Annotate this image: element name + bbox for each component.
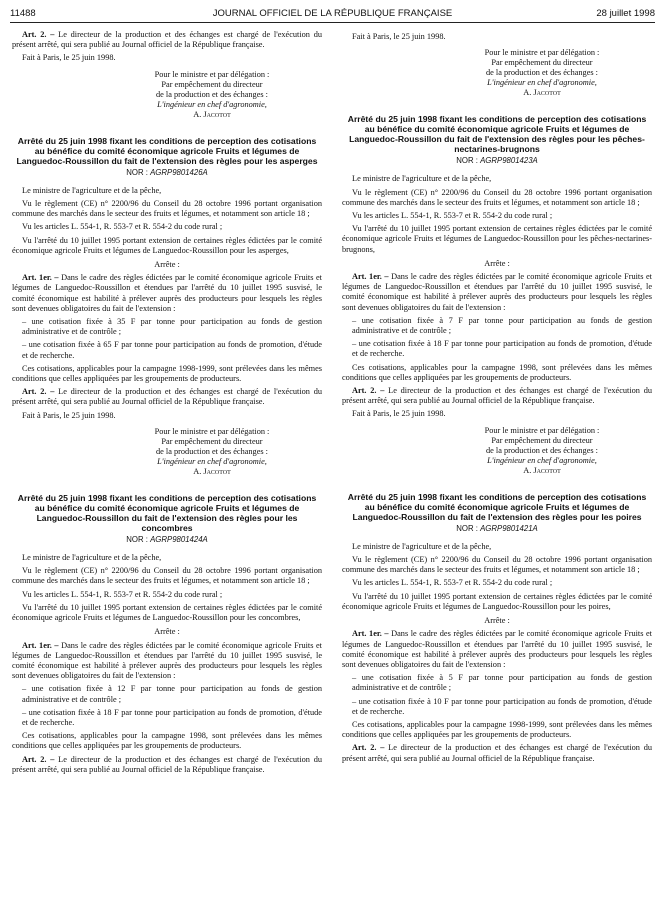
decree-title-asperges: Arrêté du 25 juin 1998 fixant les conditions de perception des cotisations au bénéfice du comité économique agricole Fruits et légumes de Languedoc-Roussillon du fait de l'extension des règles pour les asperges xyxy=(16,135,318,166)
header-rule xyxy=(10,22,655,23)
bullet-gestion: – une cotisation fixée à 5 F par tonne pour participation au fonds de gestion administrative et de contrôle ; xyxy=(352,673,652,693)
left-column xyxy=(12,30,322,778)
dateline: Fait à Paris, le 25 juin 1998. xyxy=(352,409,446,419)
decree-title-peches: Arrêté du 25 juin 1998 fixant les conditions de perception des cotisations au bénéfice du comité économique agricole Fruits et légumes de Languedoc-Roussillon du fait de l'extension des règles pour les pêches-nectarines-brugnons xyxy=(347,114,647,155)
decree-title-poires: Arrêté du 25 juin 1998 fixant les conditions de perception des cotisations au bénéfice du comité économique agricole Fruits et légumes de Languedoc-Roussillon du fait de l'extension des règles pour les poires xyxy=(347,491,647,522)
article-2: Art. 2. – Le directeur de la production et des échanges est chargé de l'exécution du présent arrêté, qui sera publié au Journal officiel de la République française. xyxy=(12,754,322,774)
whereas-arrete: Vu l'arrêté du 10 juillet 1995 portant extension de certaines règles édictées par le comité économique agricole Fruits et légumes de Languedoc-Roussillon pour les pêches-nectarines-brugnons, xyxy=(342,224,652,254)
article-2: Art. 2. – Le directeur de la production et des échanges est chargé de l'exécution du présent arrêté, qui sera publié au Journal officiel de la République française. xyxy=(342,743,652,763)
whereas-regulation: Vu le règlement (CE) n° 2200/96 du Conseil du 28 octobre 1996 portant organisation commune des marchés dans le secteur des fruits et légumes, et notamment son article 18 ; xyxy=(342,555,652,575)
page-number: 11488 xyxy=(10,8,36,19)
bullet-promotion: – une cotisation fixée à 65 F par tonne pour participation au fonds de promotion, d'étude et de recherche. xyxy=(22,340,322,360)
whereas-articles: Vu les articles L. 554-1, R. 553-7 et R. 554-2 du code rural ; xyxy=(22,222,223,232)
whereas-arrete: Vu l'arrêté du 10 juillet 1995 portant extension de certaines règles édictées par le comité économique agricole Fruits et légumes de Languedoc-Roussillon pour les poires, xyxy=(342,591,652,611)
arrete-heading: Arrête : xyxy=(484,616,510,626)
nor-reference: NOR : AGRP9801423A xyxy=(456,156,538,166)
prev-dateline: Fait à Paris, le 25 juin 1998. xyxy=(352,32,446,41)
nor-reference: NOR : AGRP9801426A xyxy=(126,167,208,177)
cotisations-para: Ces cotisations, applicables pour la campagne 1998-1999, sont prélevées dans les mêmes conditions que celles appliquées par les groupements de producteurs. xyxy=(12,363,322,384)
issue-date: 28 juillet 1998 xyxy=(596,8,655,19)
arrete-heading: Arrête : xyxy=(154,627,180,637)
article-1: Art. 1er. – Dans le cadre des règles édictées par le comité économique agricole Fruits et légumes de Languedoc-Roussillon et étendues par l'arrêté du 10 juillet 1995 susvisé, le comité économique est habilité à prélever auprès des producteurs pour lesquels les règles sont devenues obligatoires du fait de l'extension : xyxy=(12,273,322,313)
minister-line: Le ministre de l'agriculture et de la pêche, xyxy=(22,185,162,195)
whereas-articles: Vu les articles L. 554-1, R. 553-7 et R. 554-2 du code rural ; xyxy=(352,211,553,221)
arrete-heading: Arrête : xyxy=(154,260,180,270)
bullet-promotion: – une cotisation fixée à 18 F par tonne pour participation au fonds de promotion, d'étude et de recherche. xyxy=(352,339,652,359)
whereas-articles: Vu les articles L. 554-1, R. 553-7 et R. 554-2 du code rural ; xyxy=(352,578,553,588)
minister-line: Le ministre de l'agriculture et de la pêche, xyxy=(352,541,492,551)
bullet-gestion: – une cotisation fixée à 7 F par tonne pour participation au fonds de gestion administrative et de contrôle ; xyxy=(352,315,652,336)
article-1: Art. 1er. – Dans le cadre des règles édictées par le comité économique agricole Fruits et légumes de Languedoc-Roussillon et étendues par l'arrêté du 10 juillet 1995 susvisé, le comité économique est habilité à prélever auprès des producteurs pour lesquels les règles sont devenues obligatoires du fait de l'extension : xyxy=(12,640,322,681)
prev-art2: Art. 2. – Le directeur de la production et des échanges est chargé de l'exécution du présent arrêté, qui sera publié au Journal officiel de la République française. xyxy=(12,30,322,50)
signature-block: Pour le ministre et par délégation : Par empêchement du directeur de la production et des échanges : L'ingénieur en chef d'agronomie, A. Jacotot xyxy=(154,426,270,476)
dateline: Fait à Paris, le 25 juin 1998. xyxy=(22,410,116,420)
whereas-regulation: Vu le règlement (CE) n° 2200/96 du Conseil du 28 octobre 1996 portant organisation commune des marchés dans le secteur des fruits et légumes, et notamment son article 18 ; xyxy=(342,187,652,207)
whereas-regulation: Vu le règlement (CE) n° 2200/96 du Conseil du 28 octobre 1996 portant organisation commune des marchés dans le secteur des fruits et légumes, et notamment son article 18 ; xyxy=(12,199,322,219)
article-2: Art. 2. – Le directeur de la production et des échanges est chargé de l'exécution du présent arrêté, qui sera publié au Journal officiel de la République française. xyxy=(12,387,322,407)
bullet-promotion: – une cotisation fixée à 10 F par tonne pour participation au fonds de promotion, d'étude et de recherche. xyxy=(352,696,652,716)
whereas-articles: Vu les articles L. 554-1, R. 553-7 et R. 554-2 du code rural ; xyxy=(22,589,223,599)
nor-reference: NOR : AGRP9801421A xyxy=(456,523,538,533)
minister-line: Le ministre de l'agriculture et de la pêche, xyxy=(22,553,162,563)
cotisations-para: Ces cotisations, applicables pour la campagne 1998, sont prélevées dans les mêmes conditions que celles appliquées par les groupements de producteurs. xyxy=(342,362,652,382)
whereas-regulation: Vu le règlement (CE) n° 2200/96 du Conseil du 28 octobre 1996 portant organisation commune des marchés dans le secteur des fruits et légumes, et notamment son article 18 ; xyxy=(12,566,322,586)
article-1: Art. 1er. – Dans le cadre des règles édictées par le comité économique agricole Fruits et légumes de Languedoc-Roussillon et étendues par l'arrêté du 10 juillet 1995 susvisé, le comité économique est habilité à prélever auprès des producteurs pour lesquels les règles sont devenues obligatoires du fait de l'extension : xyxy=(342,629,652,669)
decree-title-concombres: Arrêté du 25 juin 1998 fixant les conditions de perception des cotisations au bénéfice du comité économique agricole Fruits et légumes de Languedoc-Roussillon du fait de l'extension des règles pour les concombres xyxy=(17,492,317,533)
cotisations-para: Ces cotisations, applicables pour la campagne 1998-1999, sont prélevées dans les mêmes conditions que celles appliquées par les groupements de producteurs. xyxy=(342,719,652,740)
whereas-arrete: Vu l'arrêté du 10 juillet 1995 portant extension de certaines règles édictées par le comité économique agricole Fruits et légumes de Languedoc-Roussillon pour les asperges, xyxy=(12,235,322,255)
page-header xyxy=(10,8,655,22)
minister-line: Le ministre de l'agriculture et de la pêche, xyxy=(352,174,492,184)
bullet-promotion: – une cotisation fixée à 18 F par tonne pour participation au fonds de promotion, d'étude et de recherche. xyxy=(22,707,322,727)
prev-dateline: Fait à Paris, le 25 juin 1998. xyxy=(22,53,116,63)
bullet-gestion: – une cotisation fixée à 35 F par tonne pour participation au fonds de gestion administrative et de contrôle ; xyxy=(22,317,322,337)
bullet-gestion: – une cotisation fixée à 12 F par tonne pour participation au fonds de gestion administrative et de contrôle ; xyxy=(22,684,322,704)
journal-title: JOURNAL OFFICIEL DE LA RÉPUBLIQUE FRANÇAISE xyxy=(212,8,453,19)
article-2: Art. 2. – Le directeur de la production et des échanges est chargé de l'exécution du présent arrêté, qui sera publié au Journal officiel de la République française. xyxy=(342,386,652,406)
whereas-arrete: Vu l'arrêté du 10 juillet 1995 portant extension de certaines règles édictées par le comité économique agricole Fruits et légumes de Languedoc-Roussillon pour les concombres, xyxy=(12,602,322,623)
article-1: Art. 1er. – Dans le cadre des règles édictées par le comité économique agricole Fruits et légumes de Languedoc-Roussillon et étendues par l'arrêté du 10 juillet 1995 susvisé, le comité économique est habilité à prélever auprès des producteurs pour lesquels les règles sont devenues obligatoires du fait de l'extension : xyxy=(342,272,652,312)
signature-block: Pour le ministre et par délégation : Par empêchement du directeur de la production et des échanges : L'ingénieur en chef d'agronomie, A. Jacotot xyxy=(484,425,600,475)
cotisations-para: Ces cotisations, applicables pour la campagne 1998, sont prélevées dans les mêmes conditions que celles appliquées par les groupements de producteurs. xyxy=(12,731,322,751)
nor-reference: NOR : AGRP9801424A xyxy=(126,534,208,544)
arrete-heading: Arrête : xyxy=(484,258,510,268)
right-column xyxy=(342,30,652,767)
prev-signature: Pour le ministre et par délégation : Par empêchement du directeur de la production et des échanges : L'ingénieur en chef d'agronomie, A. Jacotot xyxy=(484,48,600,98)
prev-signature: Pour le ministre et par délégation : Par empêchement du directeur de la production et des échanges : L'ingénieur en chef d'agronomie, A. Jacotot xyxy=(154,69,270,119)
